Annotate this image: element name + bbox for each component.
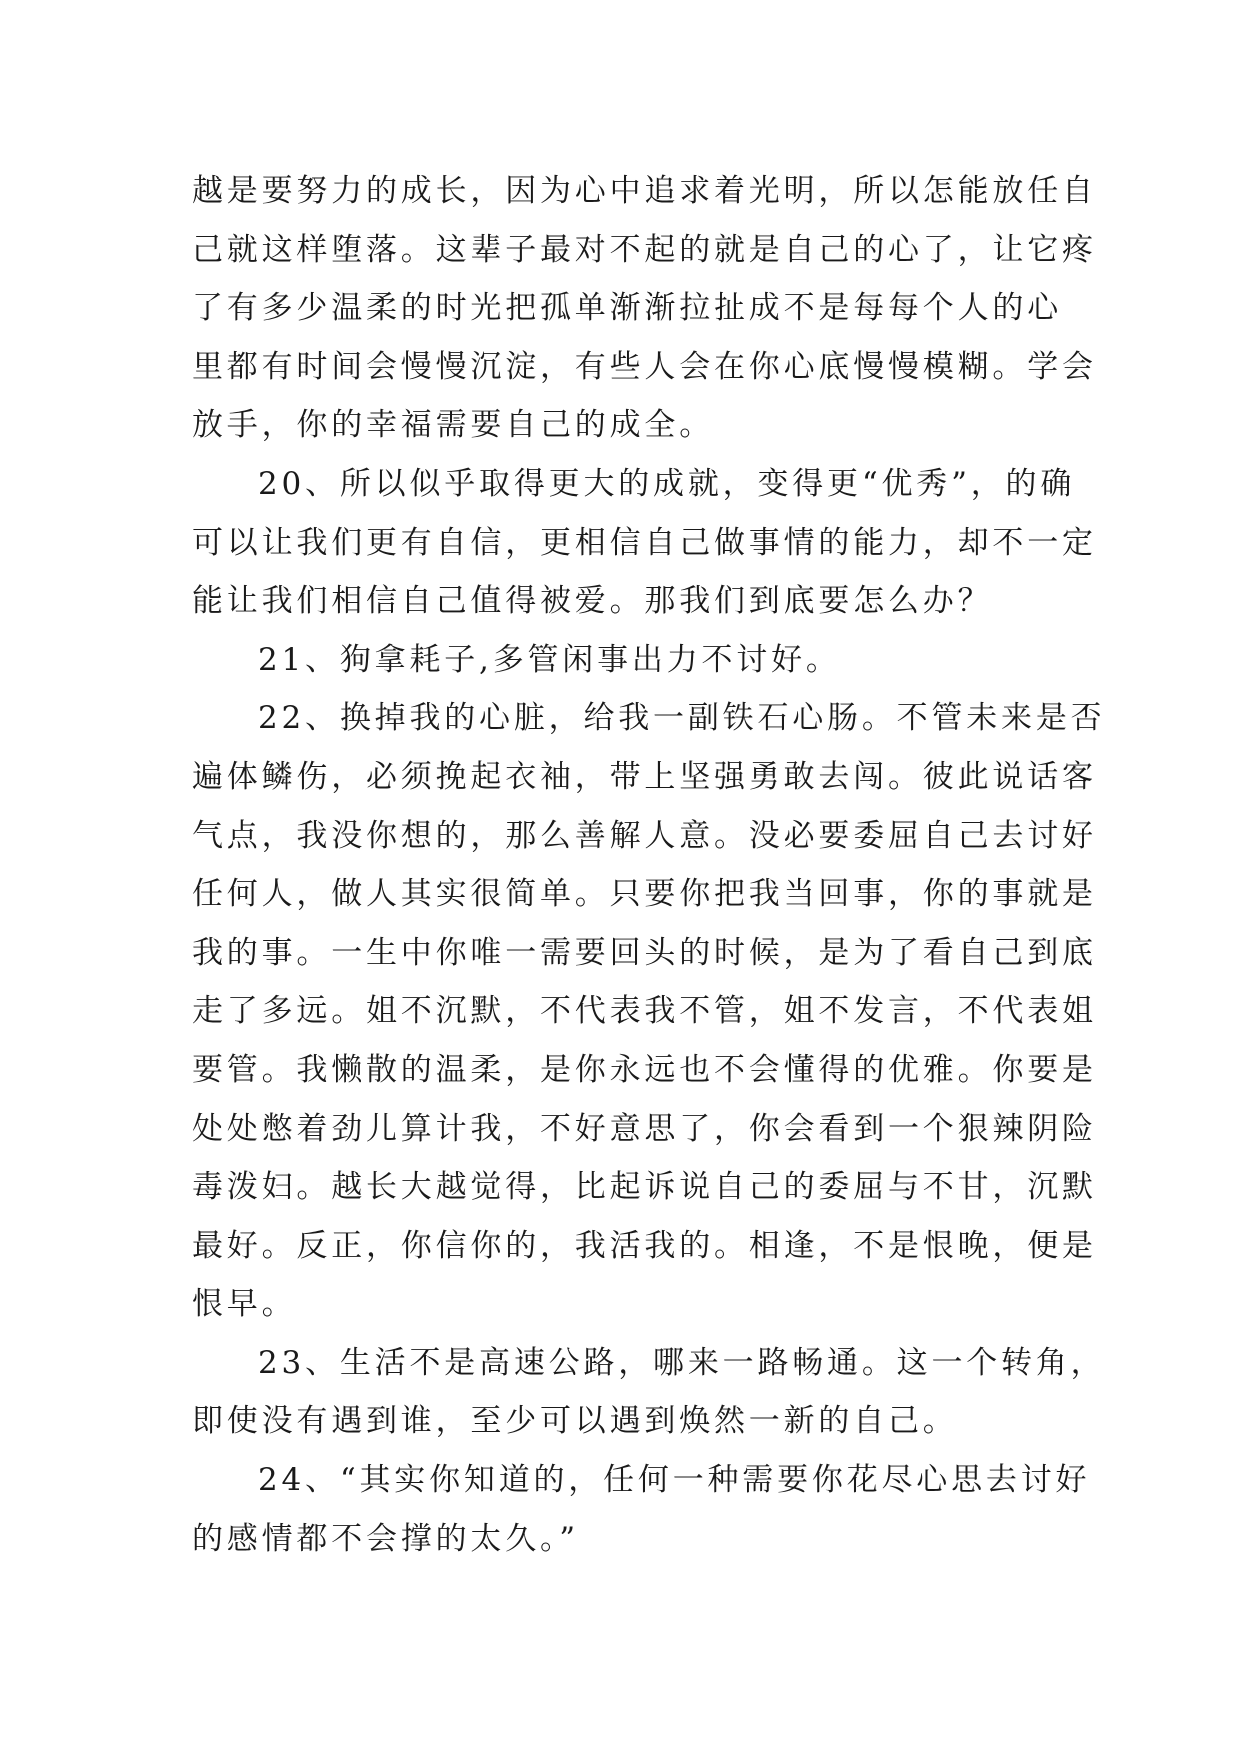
text-line: 遍体鳞伤，必须挽起衣袖，带上坚强勇敢去闯。彼此说话客: [192, 758, 1097, 795]
text-line: 要管。我懒散的温柔，是你永远也不会懂得的优雅。你要是: [192, 1051, 1097, 1088]
text-line: 即使没有遇到谁，至少可以遇到焕然一新的自己。: [192, 1403, 958, 1440]
text-line: 己就这样堕落。这辈子最对不起的就是自己的心了，让它疼: [192, 231, 1097, 268]
text-line: 恨早。: [192, 1286, 297, 1323]
text-line: 走了多远。姐不沉默，不代表我不管，姐不发言，不代表姐: [192, 993, 1097, 1030]
text-line: 任何人，做人其实很简单。只要你把我当回事，你的事就是: [192, 876, 1097, 913]
paragraph-21-start: 21、狗拿耗子,多管闲事出力不讨好。: [258, 641, 841, 678]
text-line: 最好。反正，你信你的，我活我的。相逢，不是恨晚，便是: [192, 1227, 1097, 1264]
text-line: 毒泼妇。越长大越觉得，比起诉说自己的委屈与不甘，沉默: [192, 1169, 1097, 1206]
text-line: 里都有时间会慢慢沉淀，有些人会在你心底慢慢模糊。学会: [192, 348, 1097, 385]
paragraph-22-start: 22、换掉我的心脏，给我一副铁石心肠。不管未来是否: [258, 700, 1106, 737]
text-line: 的感情都不会撑的太久。”: [192, 1520, 579, 1557]
body-text: [192, 162, 1106, 1568]
paragraph-20-start: 20、所以似乎取得更大的成就，变得更“优秀”，的确: [258, 465, 1076, 502]
paragraph-24-start: 24、“其实你知道的，任何一种需要你花尽心思去讨好: [258, 1462, 1091, 1499]
text-line: 处处憋着劲儿算计我，不好意思了，你会看到一个狠辣阴险: [192, 1110, 1097, 1147]
paragraph-23-start: 23、生活不是高速公路，哪来一路畅通。这一个转角，: [258, 1344, 1106, 1381]
text-line: 气点，我没你想的，那么善解人意。没必要委屈自己去讨好: [192, 817, 1097, 854]
text-line: 能让我们相信自己值得被爱。那我们到底要怎么办？: [192, 583, 993, 620]
text-line: 了有多少温柔的时光把孤单渐渐拉扯成不是每每个人的心: [192, 290, 1062, 327]
text-line: 放手，你的幸福需要自己的成全。: [192, 407, 714, 444]
text-line: 越是要努力的成长，因为心中追求着光明，所以怎能放任自: [192, 173, 1097, 209]
text-line: 我的事。一生中你唯一需要回头的时候，是为了看自己到底: [192, 934, 1097, 971]
text-line: 可以让我们更有自信，更相信自己做事情的能力，却不一定: [192, 524, 1097, 561]
